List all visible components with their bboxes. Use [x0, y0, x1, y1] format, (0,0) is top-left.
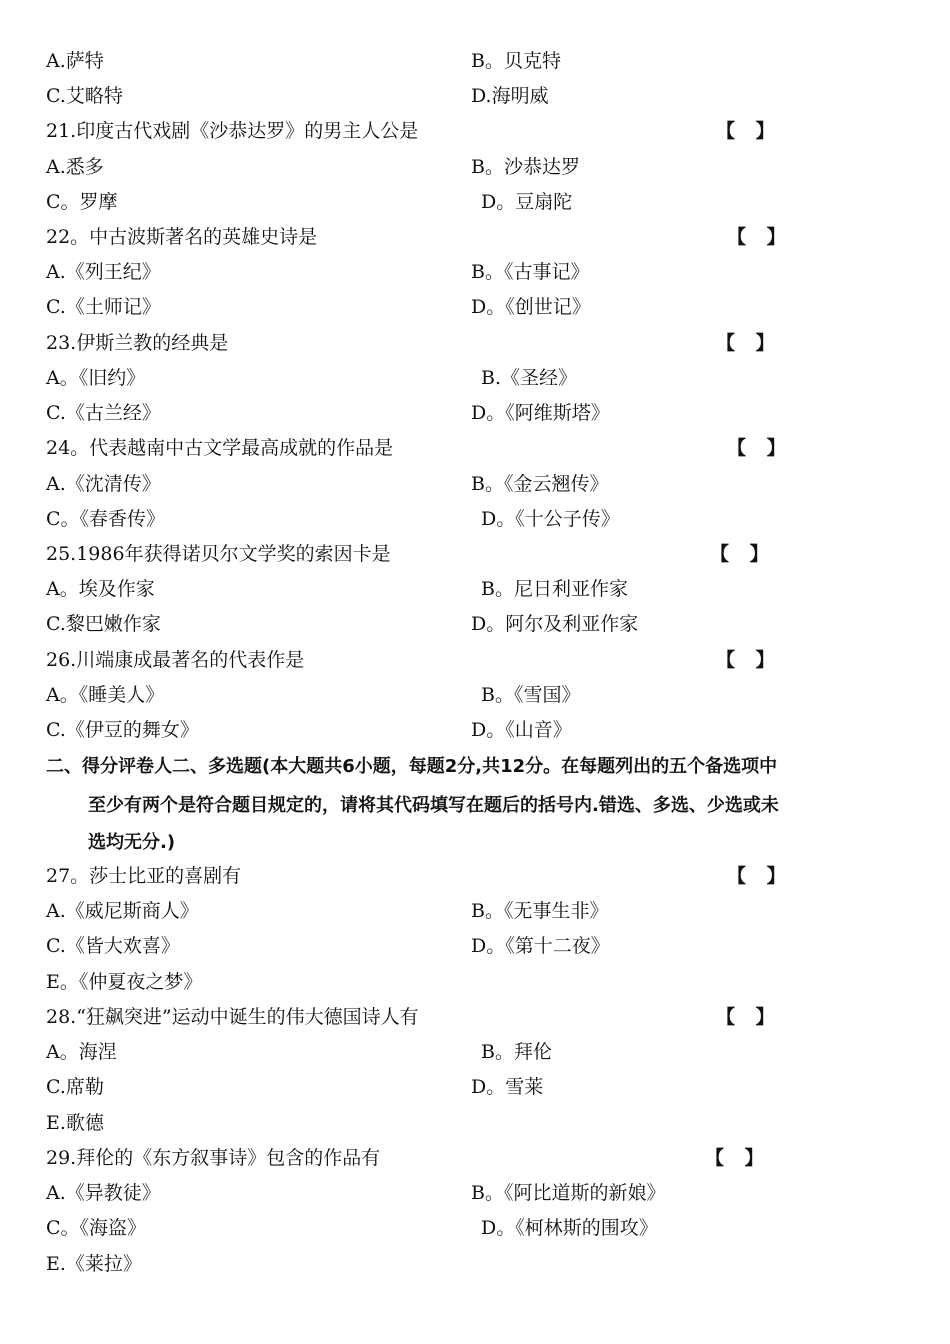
- answer-bracket: 【 】: [716, 1006, 775, 1028]
- option-b: B。《古事记》: [471, 261, 590, 283]
- option-row: [0, 929, 950, 964]
- option-a: A.《沈清传》: [46, 473, 161, 495]
- question-text: 22。中古波斯著名的英雄史诗是: [46, 226, 318, 248]
- question-row: [0, 431, 950, 466]
- option-a: A。海涅: [46, 1041, 117, 1063]
- question-row: [0, 220, 950, 255]
- answer-bracket: 【 】: [727, 865, 786, 887]
- option-e: E.《莱拉》: [46, 1253, 142, 1275]
- option-b: B。拜伦: [481, 1041, 552, 1063]
- question-text: 21.印度古代戏剧《沙恭达罗》的男主人公是: [46, 120, 419, 142]
- option-c: C。《海盗》: [46, 1217, 147, 1239]
- question-text: 25.1986年获得诺贝尔文学奖的索因卡是: [46, 543, 391, 565]
- option-d: D。《山音》: [471, 719, 572, 741]
- option-a: A.《异教徒》: [46, 1182, 161, 1204]
- question-row: [0, 326, 950, 361]
- option-c: C.《皆大欢喜》: [46, 935, 180, 957]
- option-row: [0, 1211, 950, 1246]
- option-c: C.《古兰经》: [46, 402, 161, 424]
- option-d: D。豆扇陀: [481, 191, 573, 213]
- option-row: [0, 44, 950, 79]
- option-b: B。《阿比道斯的新娘》: [471, 1182, 666, 1204]
- question-row: [0, 114, 950, 149]
- option-row: [0, 79, 950, 114]
- option-b: B。《金云翘传》: [471, 473, 609, 495]
- answer-bracket: 【 】: [727, 437, 786, 459]
- option-b: B.《圣经》: [481, 367, 578, 389]
- answer-bracket: 【 】: [716, 649, 775, 671]
- option-a: A.萨特: [46, 50, 104, 72]
- question-row: [0, 859, 950, 894]
- option-d: D。《柯林斯的围攻》: [481, 1217, 658, 1239]
- option-a: A。《旧约》: [46, 367, 146, 389]
- option-d: D。阿尔及利亚作家: [471, 613, 639, 635]
- question-row: [0, 643, 950, 678]
- answer-bracket: 【 】: [710, 543, 769, 565]
- option-row: [0, 572, 950, 607]
- option-b: B。沙恭达罗: [471, 156, 580, 178]
- option-c: C。《春香传》: [46, 508, 166, 530]
- option-row: [0, 150, 950, 185]
- section-heading-line: 至少有两个是符合题目规定的，请将其代码填写在题后的括号内.错选、多选、少选或未: [88, 795, 779, 816]
- option-row: [0, 1176, 950, 1211]
- option-row: [0, 965, 950, 1000]
- option-e: E。《仲夏夜之梦》: [46, 971, 203, 993]
- section-heading-line: 二、得分评卷人二、多选题(本大题共6小题，每题2分,共12分。在每题列出的五个备选项中: [46, 756, 778, 777]
- option-row: [0, 502, 950, 537]
- question-row: [0, 1000, 950, 1035]
- question-text: 26.川端康成最著名的代表作是: [46, 649, 305, 671]
- option-b: B。贝克特: [471, 50, 561, 72]
- option-c: C.艾略特: [46, 85, 123, 107]
- option-row: [0, 713, 950, 748]
- option-row: [0, 255, 950, 290]
- option-c: C.《土师记》: [46, 296, 161, 318]
- option-row: [0, 1070, 950, 1105]
- option-d: D.海明威: [471, 85, 549, 107]
- answer-bracket: 【 】: [705, 1147, 764, 1169]
- option-a: A.《威尼斯商人》: [46, 900, 199, 922]
- answer-bracket: 【 】: [727, 226, 786, 248]
- option-d: D。《创世记》: [471, 296, 591, 318]
- option-a: A。埃及作家: [46, 578, 155, 600]
- option-b: B。《雪国》: [481, 684, 581, 706]
- option-row: [0, 1035, 950, 1070]
- option-d: D。《第十二夜》: [471, 935, 610, 957]
- option-row: [0, 185, 950, 220]
- option-c: C。罗摩: [46, 191, 118, 213]
- answer-bracket: 【 】: [716, 120, 775, 142]
- option-row: [0, 1247, 950, 1282]
- option-a: A。《睡美人》: [46, 684, 165, 706]
- option-d: D。雪莱: [471, 1076, 544, 1098]
- answer-bracket: 【 】: [716, 332, 775, 354]
- question-text: 24。代表越南中古文学最高成就的作品是: [46, 437, 394, 459]
- option-row: [0, 396, 950, 431]
- section-heading-line: 选均无分.): [88, 832, 176, 853]
- option-e: E.歌德: [46, 1112, 104, 1134]
- option-b: B。尼日利亚作家: [481, 578, 628, 600]
- option-c: C.《伊豆的舞女》: [46, 719, 199, 741]
- option-d: D。《十公子传》: [481, 508, 620, 530]
- option-b: B。《无事生非》: [471, 900, 609, 922]
- question-text: 27。莎士比亚的喜剧有: [46, 865, 242, 887]
- option-c: C.席勒: [46, 1076, 104, 1098]
- option-row: [0, 678, 950, 713]
- option-row: [0, 290, 950, 325]
- question-row: [0, 537, 950, 572]
- option-row: [0, 894, 950, 929]
- option-a: A.《列王纪》: [46, 261, 161, 283]
- option-row: [0, 467, 950, 502]
- option-d: D。《阿维斯塔》: [471, 402, 610, 424]
- option-c: C.黎巴嫩作家: [46, 613, 161, 635]
- option-row: [0, 607, 950, 642]
- question-text: 23.伊斯兰教的经典是: [46, 332, 229, 354]
- question-text: 28.“狂飙突进”运动中诞生的伟大德国诗人有: [46, 1006, 419, 1028]
- option-a: A.悉多: [46, 156, 104, 178]
- question-row: [0, 1141, 950, 1176]
- question-text: 29.拜伦的《东方叙事诗》包含的作品有: [46, 1147, 381, 1169]
- option-row: [0, 1106, 950, 1141]
- option-row: [0, 361, 950, 396]
